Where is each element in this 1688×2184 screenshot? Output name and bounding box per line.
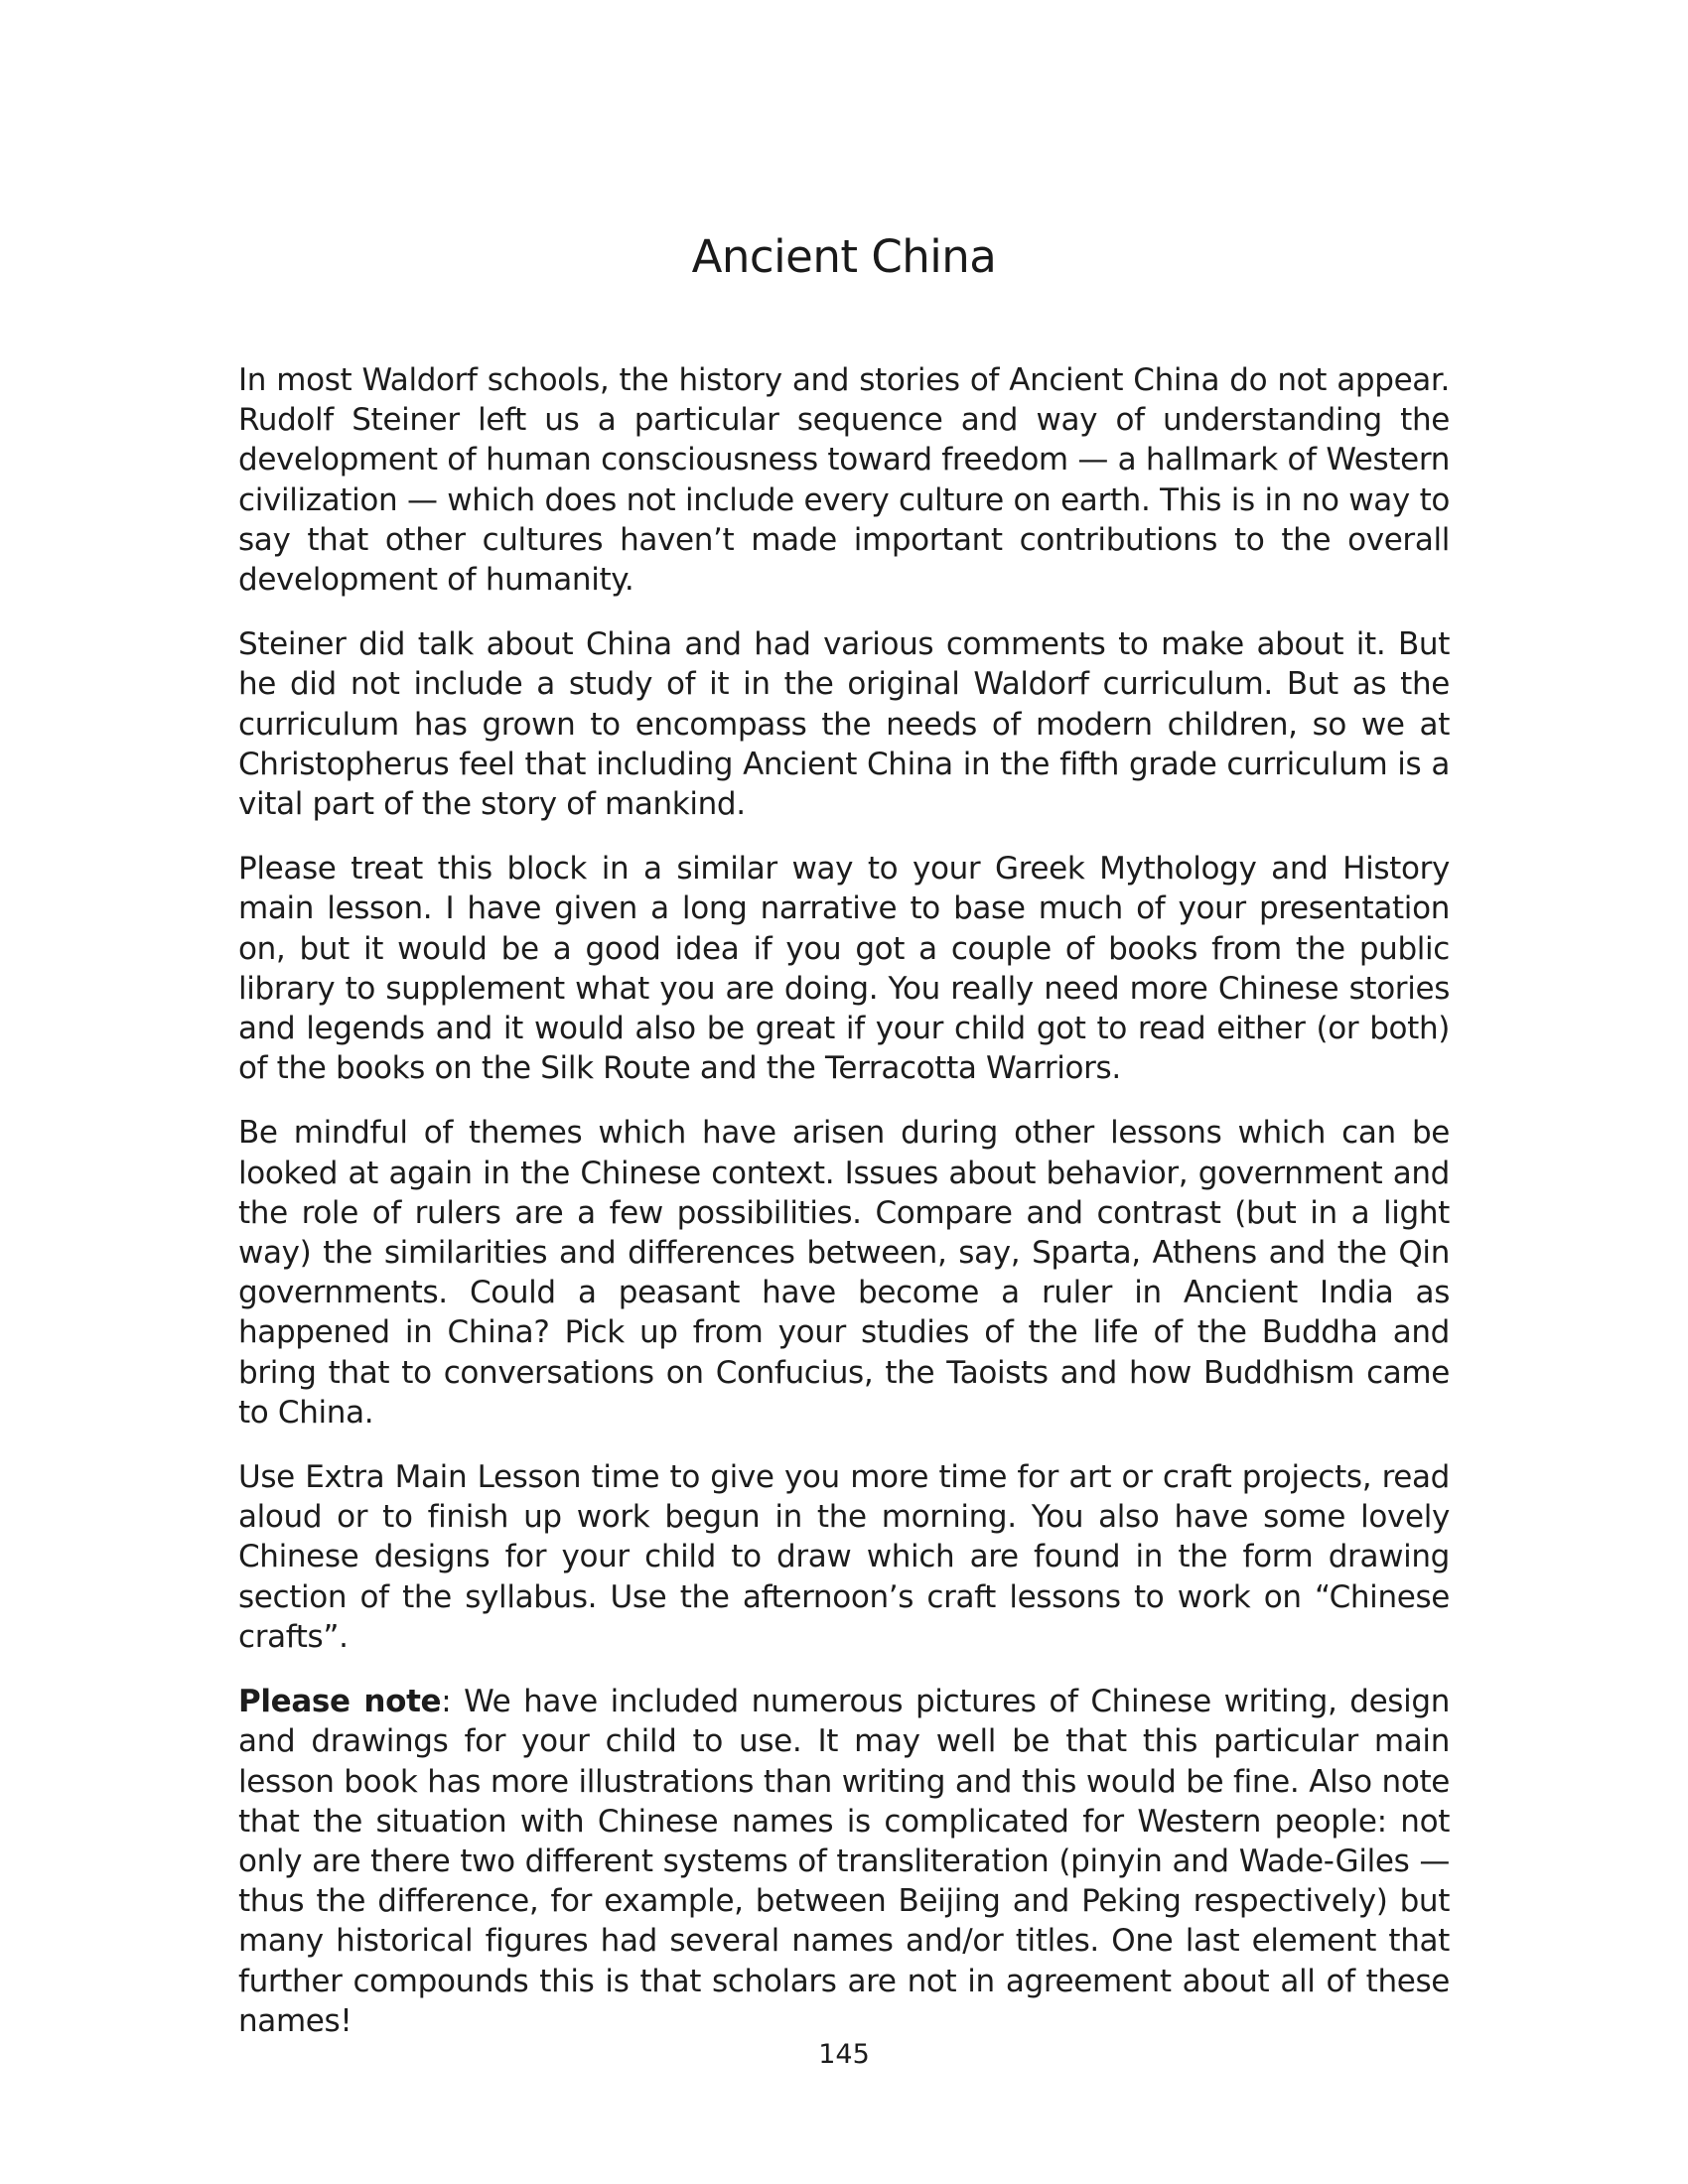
page-title: Ancient China — [691, 230, 997, 283]
paragraph-intro: In most Waldorf schools, the history and stories of Ancient China do not appear. Rudolf Steiner left us a particular sequence and way of understanding the development of human consciousness toward freedom — a hallmark of Western civilization — which does not include every culture on earth. This is in no way to say that other cultures haven’t made important contributions to the overall development of humanity. — [238, 362, 1450, 599]
paragraph-block-treatment: Please treat this block in a similar way to your Greek Mythology and History main lesson. I have given a long narrative to base much of your presentation on, but it would be a good idea if you got a couple of books from the public library to supplement what you are doing. You really need more Chinese stories and legends and it would also be great if your child got to read either (or both) of the books on the Silk Route and the Terracotta Warriors. — [238, 851, 1450, 1087]
paragraph-steiner: Steiner did talk about China and had various comments to make about it. But he did not include a study of it in the original Waldorf curriculum. But as the curriculum has grown to encompass the needs of modern children, so we at Christopherus feel that including Ancient China in the fifth grade curriculum is a vital part of the story of mankind. — [238, 626, 1450, 823]
paragraph-extra-time: Use Extra Main Lesson time to give you more time for art or craft projects, read aloud or to finish up work begun in the morning. You also have some lovely Chinese designs for your child to draw which are found in the form drawing section of the syllabus. Use the afternoon’s craft lessons to work on “Chinese crafts”. — [238, 1459, 1450, 1655]
page-number: 145 — [818, 2039, 870, 2070]
note-text: : We have included numerous pictures of Chinese writing, design and drawings for your child to use. It may well be that this particular main lesson book has more illustrations than writing and this would be fine. Also note that the situation with Chinese names is complicated for Western people: not only are there two different systems of transliteration (pinyin and Wade-Giles — thus the difference, for example, between Beijing and Peking respectively) but many historical figures had several names and/or titles. One last element that further compounds this is that scholars are not in agreement about all of these names! — [238, 1684, 1450, 2039]
body-text — [238, 360, 1450, 2066]
paragraph-themes: Be mindful of themes which have arisen during other lessons which can be looked at again in the Chinese context. Issues about behavior, government and the role of rulers are a few possibilities. Compare and contrast (but in a light way) the similarities and differences between, say, Sparta, Athens and the Qin governments. Could a peasant have become a ruler in Ancient India as happened in China? Pick up from your studies of the life of the Buddha and bring that to conversations on Confucius, the Taoists and how Buddhism came to China. — [238, 1115, 1450, 1431]
note-label: Please note — [238, 1684, 442, 1720]
paragraph-note — [238, 1682, 1450, 2041]
